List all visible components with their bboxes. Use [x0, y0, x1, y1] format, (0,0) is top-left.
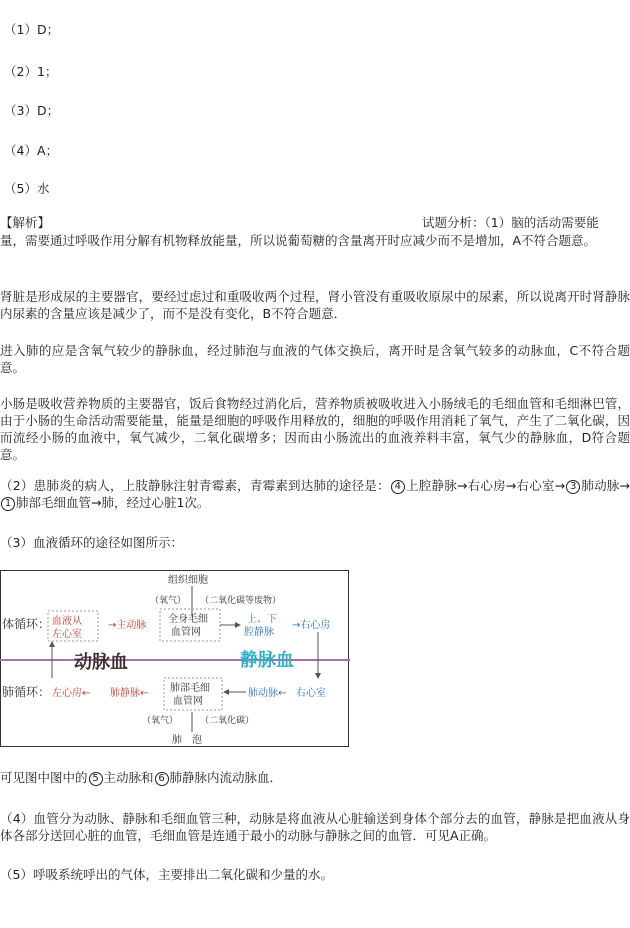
- answer-5: （5）水: [4, 181, 50, 196]
- pulmonary-circulation-label: 肺循环：: [2, 685, 51, 699]
- blood-circulation-diagram: [0, 570, 350, 748]
- analysis-question-3: （3）血液循环的途径如图所示：: [0, 535, 183, 550]
- body-capillary-label-1: 全身毛细: [168, 614, 208, 625]
- right-atrium-label: →右心房: [292, 620, 331, 631]
- q2-text-b: 上腔静脉→右心房→右心室→: [405, 478, 566, 493]
- blood-from-label: 血液从: [52, 616, 82, 627]
- answer-2: （2）1；: [4, 64, 58, 79]
- analysis-paragraph-d: 小肠是吸收营养物质的主要器官，饭后食物经过消化后，营养物质被吸收进入小肠绒毛的毛细血管和毛细淋巴管，由于小肠的生命活动需要能量，能量是细胞的呼吸作用释放的，细胞的呼吸作用消耗了氧气，产生了二氧化碳，因而流经小肠的血液中，氧气减少，二氧化碳增多；因而由小肠流出的血液养料丰富，氧气少的静脉血，D符合题意。: [0, 396, 630, 462]
- analysis-intro: 试题分析：（1）脑的活动需要能: [422, 215, 599, 230]
- pulmonary-artery-label: 肺动脉←: [248, 688, 287, 699]
- aorta-label: →主动脉: [108, 620, 147, 631]
- body-capillary-label-2: 血管网: [171, 627, 201, 638]
- pulmonary-vein-label: 肺静脉←: [110, 688, 149, 699]
- circled-number: 5: [89, 772, 103, 786]
- q2-text-a: （2）患肺炎的病人，上肢静脉注射青霉素，青霉素到达肺的途径是：: [0, 478, 390, 493]
- q3-text-b: 主动脉和: [103, 770, 154, 785]
- tissue-cells-label: 组织细胞: [168, 575, 208, 586]
- circled-number: 3: [566, 480, 580, 494]
- answer-1: （1）D；: [4, 22, 60, 37]
- answer-4: （4）A；: [4, 143, 59, 158]
- oxygen-bottom-label: （氧气）: [142, 716, 179, 726]
- analysis-question-2: [0, 477, 630, 511]
- q2-text-d: 肺部毛细血管→肺，经过心脏1次。: [16, 495, 210, 510]
- lung-capillary-label-1: 肺部毛细: [170, 683, 210, 694]
- co2-bottom-label: （二氧化碳）: [200, 716, 255, 726]
- circled-number: 4: [391, 480, 405, 494]
- analysis-paragraph-b: 肾脏是形成尿的主要器官，要经过虑过和重吸收两个过程，肾小管没有重吸收原尿中的尿素，所以说离开时肾静脉内尿素的含量应该是减少了，而不是没有变化，B不符合题意．: [0, 289, 630, 321]
- lung-capillary-label-2: 血管网: [173, 696, 203, 707]
- venous-blood-label: 静脉血: [240, 650, 294, 671]
- q3-text-c: 肺静脉内流动脉血．: [169, 770, 283, 785]
- vena-cava-label-1: 上、下: [247, 614, 277, 625]
- q2-text-c: 肺动脉→: [581, 478, 630, 493]
- oxygen-top-label: （氧气）: [150, 596, 187, 606]
- analysis-title: 【解析】: [0, 215, 51, 230]
- co2-waste-label: （二氧化碳等废物）: [200, 596, 282, 606]
- circled-number: 6: [155, 772, 169, 786]
- left-ventricle-label: 左心室: [52, 629, 82, 640]
- arterial-blood-label: 动脉血: [74, 652, 128, 673]
- vena-cava-label-2: 腔静脉: [244, 627, 274, 638]
- analysis-question-5: （5）呼吸系统呼出的气体，主要排出二氧化碳和少量的水。: [0, 867, 333, 882]
- analysis-paragraph-a: 量，需要通过呼吸作用分解有机物释放能量，所以说葡萄糖的含量离开时应减少而不是增加，A不符合题意。: [0, 233, 597, 248]
- analysis-paragraph-c: 进入肺的应是含氧气较少的静脉血，经过肺泡与血液的气体交换后，离开时是含氧气较多的动脉血，C不符合题意。: [0, 343, 630, 375]
- right-ventricle-label: 右心室: [296, 688, 326, 699]
- answer-3: （3）D；: [4, 103, 60, 118]
- circled-number: 1: [1, 497, 15, 511]
- body-circulation-label: 体循环：: [2, 617, 51, 631]
- alveoli-label: 肺 泡: [172, 735, 202, 746]
- analysis-header: [0, 214, 630, 231]
- analysis-question-3-conclusion: [0, 769, 630, 786]
- q3-text-a: 可见图中图中的: [0, 770, 88, 785]
- analysis-question-4: （4）血管分为动脉、静脉和毛细血管三种，动脉是将血液从心脏输送到身体个部分去的血管，静脉是把血液从身体各部分送回心脏的血管，毛细血管是连通于最小的动脉与静脉之间的血管．可见A正确。: [0, 811, 630, 843]
- left-atrium-label: 左心房←: [52, 688, 91, 699]
